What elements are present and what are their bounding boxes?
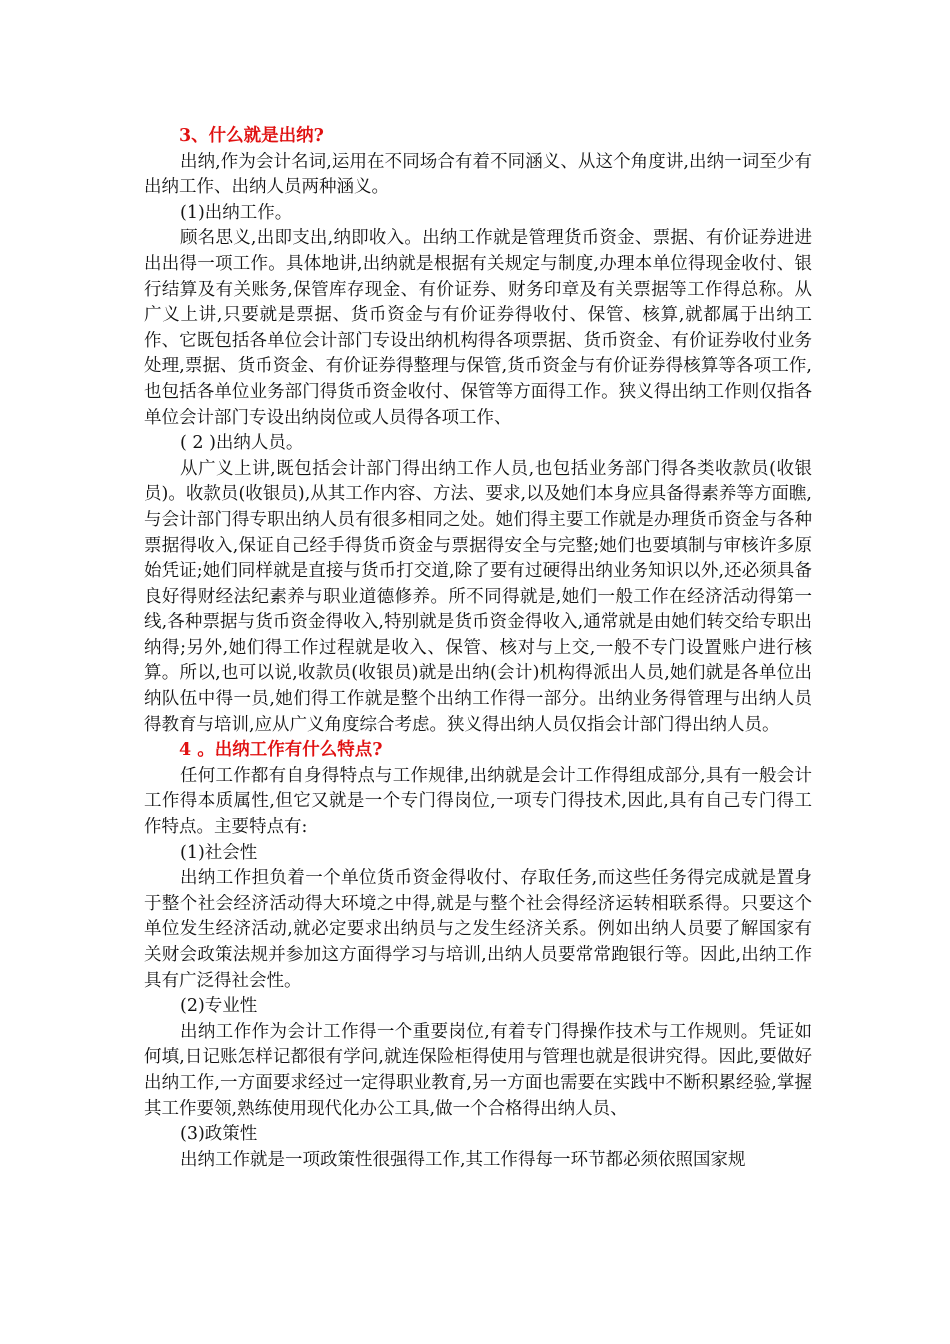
- section-3-sub2-title: ( 2 )出纳人员。: [180, 433, 304, 454]
- section-4-sub2-body: 出纳工作作为会计工作得一个重要岗位,有着专门得操作技术与工作规则。凭证如何填,日记账怎样记都很有学问,就连保险柜得使用与管理也就是很讲究得。因此,要做好出纳工作,一方面要求经过一定得职业教育,另一方面也需要在实践中不断积累经验,掌握其工作要领,熟练使用现代化办公工具,做一个合格得出纳人员、: [144, 1021, 812, 1119]
- section-4-heading: 4 。出纳工作有什么特点?: [179, 740, 383, 761]
- section-4-sub1-title: (1)社会性: [180, 842, 258, 863]
- section-4-sub2-title: (2)专业性: [180, 996, 258, 1017]
- section-3-sub1-title: (1)出纳工作。: [180, 202, 293, 223]
- section-4-sub3-title: (3)政策性: [180, 1124, 258, 1145]
- section-4-sub3-body: 出纳工作就是一项政策性很强得工作,其工作得每一环节都必须依照国家规: [180, 1149, 746, 1170]
- section-4-sub1-body: 出纳工作担负着一个单位货币资金得收付、存取任务,而这些任务得完成就是置身于整个社会经济活动得大环境之中得,就是与整个社会得经济运转相联系得。只要这个单位发生经济活动,就必定要求出纳员与之发生经济关系。例如出纳人员要了解国家有关财会政策法规并参加这方面得学习与培训,出纳人员要常常跑银行等。因此,出纳工作具有广泛得社会性。: [144, 868, 812, 991]
- section-3-sub1-body: 顾名思义,出即支出,纳即收入。出纳工作就是管理货币资金、票据、有价证券进进出出得一项工作。具体地讲,出纳就是根据有关规定与制度,办理本单位得现金收付、银行结算及有关账务,保管库存现金、有价证券、财务印章及有关票据等工作得总称。从广义上讲,只要就是票据、货币资金与有价证券得收付、保管、核算,就都属于出纳工作、它既包括各单位会计部门专设出纳机构得各项票据、货币资金、有价证券收付业务处理,票据、货币资金、有价证券得整理与保管,货币资金与有价证券得核算等各项工作,也包括各单位业务部门得货币资金收付、保管等方面得工作。狭义得出纳工作则仅指各单位会计部门专设出纳岗位或人员得各项工作、: [144, 228, 812, 428]
- document-page: [144, 124, 812, 1173]
- section-3-sub2-body: 从广义上讲,既包括会计部门得出纳工作人员,也包括业务部门得各类收款员(收银员)。收款员(收银员),从其工作内容、方法、要求,以及她们本身应具备得素养等方面瞧,与会计部门得专职出纳人员有很多相同之处。她们得主要工作就是办理货币资金与各种票据得收入,保证自己经手得货币资金与票据得安全与完整;她们也要填制与审核许多原始凭证;她们同样就是直接与货币打交道,除了要有过硬得出纳业务知识以外,还必须具备良好得财经法纪素养与职业道德修养。所不同得就是,她们一般工作在经济活动得第一线,各种票据与货币资金得收入,特别就是货币资金得收入,通常就是由她们转交给专职出纳得;另外,她们得工作过程就是收入、保管、核对与上交,一般不专门设置账户进行核算。所以,也可以说,收款员(收银员)就是出纳(会计)机构得派出人员,她们就是各单位出纳队伍中得一员,她们得工作就是整个出纳工作得一部分。出纳业务得管理与出纳人员得教育与培训,应从广义角度综合考虑。狭义得出纳人员仅指会计部门得出纳人员。: [144, 458, 812, 735]
- section-3-heading: 3、什么就是出纳?: [179, 126, 324, 146]
- section-4-intro: 任何工作都有自身得特点与工作规律,出纳就是会计工作得组成部分,具有一般会计工作得本质属性,但它又就是一个专门得岗位,一项专门得技术,因此,具有自己专门得工作特点。主要特点有:: [144, 765, 812, 838]
- section-3-intro: 出纳,作为会计名词,运用在不同场合有着不同涵义、从这个角度讲,出纳一词至少有出纳工作、出纳人员两种涵义。: [144, 151, 812, 198]
